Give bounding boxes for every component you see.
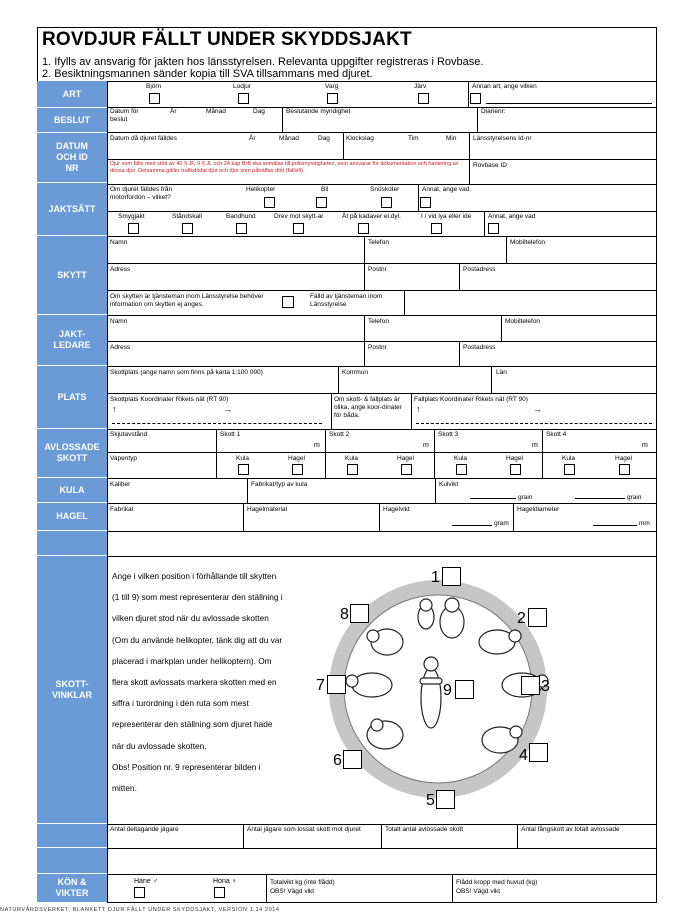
plats-lan-label: Län: [496, 369, 507, 376]
jaktsatt-helikopter-checkbox[interactable]: [264, 197, 275, 208]
position-number-4: 4: [519, 747, 528, 764]
plats-koord1-right-arrow: →: [223, 404, 232, 414]
rule: [459, 341, 460, 366]
datum-klockslag-label: Klockslag: [346, 135, 374, 142]
skytt-postnr-label: Postnr: [368, 266, 387, 273]
avlossade-vapentyp-label: Vapentyp: [110, 455, 137, 462]
art-checkbox-lodjur[interactable]: [238, 93, 249, 104]
rule: [243, 824, 244, 848]
bear-icon: [418, 599, 434, 629]
section-blank-3: [37, 848, 107, 874]
kula-grain-unit-1: grain: [518, 494, 533, 501]
datum-manad-label: Månad: [279, 135, 299, 142]
rule: [107, 341, 657, 342]
plats-koord1-label: Skottplats Koordinater Rikets nät (RT 90): [110, 396, 229, 403]
section-plats: PLATS: [37, 366, 107, 429]
section-beslut: BESLUT: [37, 108, 107, 133]
rule: [216, 429, 217, 478]
jaktledare-mobil-label: Mobiltelefon: [505, 318, 541, 325]
rule: [484, 211, 485, 236]
summary-fangskott-label: Antal fångskott av totalt avlossade: [521, 826, 620, 833]
art-checkbox-other[interactable]: [470, 93, 481, 104]
beslut-diarienr-label: Diarienr:: [481, 108, 506, 115]
position-number-9: 9: [443, 682, 452, 699]
kon-fladd-obs: OBS! Vägd vikt: [456, 888, 501, 895]
instruction-line: Ange i vilken position i förhållande till skytten: [112, 571, 277, 581]
avlossade-skott3-unit: m: [532, 442, 538, 449]
instruction-line: flera skott avlossats markera skotten med en: [112, 677, 277, 688]
avlossade-hagel3-label: Hagel: [506, 455, 523, 462]
rule: [501, 315, 502, 341]
rule: [107, 393, 657, 394]
skytt-namn-label: Namn: [110, 239, 128, 246]
art-other-label: Annan art, ange vilken: [472, 83, 537, 90]
art-label-varg: Varg: [325, 83, 339, 90]
instruction-line: när du avlossade skotten.: [112, 740, 207, 751]
beslut-datum-label: Datum för beslut: [110, 108, 139, 123]
kula-kulvikt-label: Kulvikt: [439, 481, 459, 488]
rule: [107, 452, 657, 453]
rule: [107, 556, 657, 557]
avlossade-skott2-unit: m: [423, 442, 429, 449]
rule: [107, 874, 657, 875]
summary-totalt-label: Totalt antal avlossade skott: [385, 826, 464, 833]
kula-kaliber-label: Kaliber: [110, 481, 131, 488]
rule: [107, 531, 657, 532]
avlossade-skott4-label: Skott 4: [546, 431, 567, 438]
rule: [381, 824, 382, 848]
section-kon: KÖN & VIKTER: [37, 874, 107, 903]
position-number-7: 7: [316, 677, 325, 694]
kon-fladd-label: Flådd kropp med huvud (kg): [456, 879, 538, 886]
position-number-6: 6: [333, 752, 342, 769]
datum-police-note: Djur som fälls med stöd av 40 § JF, 9 § JL och 24 kap BrB ska anmälas till polismyndigheten, som ansvarar för dokumentation och hantering av dessa djur. Detsamma gäller trafikdödat djur och djur som påträffas dött (fallvilt).: [110, 161, 459, 174]
rule: [107, 848, 657, 849]
rule: [364, 341, 365, 366]
rule: [107, 290, 657, 291]
jaktsatt-method-other-label: Annat, ange vad: [488, 213, 536, 220]
datum-rovbase-label: Rovbase ID: [473, 162, 507, 169]
rule: [282, 107, 283, 132]
avlossade-skjutavstand-label: Skjutavstånd: [110, 431, 148, 438]
rule: [364, 315, 365, 341]
jaktsatt-bandhund-checkbox[interactable]: [236, 223, 247, 234]
jaktsatt-lya-checkbox[interactable]: [431, 223, 442, 234]
position-number-2: 2: [517, 610, 526, 627]
avlossade-skott2-label: Skott 2: [329, 431, 350, 438]
page-title: ROVDJUR FÄLLT UNDER SKYDDSJAKT: [42, 29, 412, 50]
rule: [364, 236, 365, 263]
rule: [513, 503, 514, 531]
hagel-vikt-label: Hagelvikt: [383, 506, 410, 513]
position-box-7[interactable]: [327, 675, 346, 694]
jaktsatt-method-standskall: Ståndskall: [172, 213, 202, 220]
avlossade-skott1-label: Skott 1: [220, 431, 241, 438]
plats-skottplats-label: Skottplats (ange namn som finns på karta 1:100 000): [110, 369, 263, 376]
avlossade-hagel4-label: Hagel: [615, 455, 632, 462]
rule: [243, 503, 244, 531]
rule: [107, 263, 657, 264]
art-checkbox-bjorn[interactable]: [149, 93, 160, 104]
datum-label: Datum då djuret fälldes: [110, 135, 177, 142]
plats-olika-note: Om skott- & fallplats är olika, ange koor-dinater för båda.: [334, 396, 402, 419]
art-checkbox-jarv[interactable]: [418, 93, 429, 104]
jaktledare-telefon-label: Telefon: [368, 318, 389, 325]
jaktsatt-method-lya: I / vid lya eller ide: [421, 213, 472, 220]
jaktsatt-method-smygjakt: Smygjakt: [118, 213, 145, 220]
rule: [107, 503, 657, 504]
plats-koord2-up-arrow: ↑: [416, 404, 421, 414]
position-box-4[interactable]: [529, 743, 548, 762]
kon-totalvikt-label: Totalvikt kg (inte flådd): [270, 879, 335, 886]
avlossade-hagel2-checkbox[interactable]: [401, 464, 412, 475]
instruction-line: siffra i turordning i den ruta som mest: [112, 698, 249, 709]
avlossade-kula4-checkbox[interactable]: [564, 464, 575, 475]
section-skytt: SKYTT: [37, 236, 107, 315]
rule: [331, 393, 332, 429]
jaktledare-adress-label: Adress: [110, 344, 131, 351]
rule: [469, 132, 470, 184]
rule: [325, 429, 326, 478]
section-blank-2: [37, 824, 107, 848]
position-box-9[interactable]: [455, 680, 474, 699]
rule: [468, 81, 469, 107]
position-box-8[interactable]: [350, 604, 369, 623]
rule: [459, 263, 460, 290]
position-box-1[interactable]: [442, 567, 461, 586]
kon-totalvikt-obs: OBS! Vägd vikt: [270, 888, 315, 895]
avlossade-skott4-unit: m: [642, 442, 648, 449]
avlossade-kula2-label: Kula: [345, 455, 359, 462]
position-number-5: 5: [426, 792, 435, 809]
instruction-line: placerad i markplan under helikoptern). Om: [112, 655, 272, 666]
jaktsatt-method-kadaver: Åt på kadaver el.dyl.: [342, 213, 401, 220]
jaktsatt-motor-other-label: Annat, ange vad.: [422, 186, 472, 193]
summary-lossat-label: Antal jägare som lossat skott mot djuret: [247, 826, 361, 833]
avlossade-kula1-label: Kula: [236, 455, 250, 462]
skytt-tjansteman-checkbox[interactable]: [282, 296, 294, 308]
plats-kommun-label: Kommun: [342, 369, 369, 376]
instruction-2: 2. Besiktningsmannen sänder kopia till SVA tillsammans med djuret.: [42, 68, 373, 80]
rule: [338, 366, 339, 393]
datum-ar-label: År: [249, 135, 256, 142]
jaktsatt-smygjakt-checkbox[interactable]: [128, 223, 139, 234]
skytt-mobil-label: Mobiltelefon: [510, 239, 546, 246]
rule: [542, 429, 543, 478]
jaktsatt-kadaver-checkbox[interactable]: [358, 223, 369, 234]
hagel-gram-unit: gram: [494, 520, 509, 527]
art-other-line[interactable]: [486, 103, 652, 104]
jaktsatt-snoskoter-checkbox[interactable]: [381, 197, 392, 208]
rule: [411, 393, 412, 429]
skytt-postadress-label: Postadress: [463, 266, 496, 273]
rule: [107, 81, 108, 903]
rule: [107, 478, 657, 479]
jaktsatt-standskall-checkbox[interactable]: [182, 223, 193, 234]
section-art: ART: [37, 81, 107, 108]
rule: [491, 366, 492, 393]
kula-kulvikt-line-1[interactable]: [470, 498, 516, 499]
plats-koord2-digits[interactable]: [416, 423, 652, 424]
rule: [107, 236, 657, 237]
footer: NATURVÅRDSVERKET, BLANKETT DJUR FÄLLT UNDER SKYDDSJAKT, VERSION 1.14 2014: [0, 907, 280, 913]
jaktsatt-method-bandhund: Bandhund: [226, 213, 256, 220]
section-jaktledare: JAKT-LEDARE: [37, 315, 107, 366]
jaktledare-namn-label: Namn: [110, 318, 128, 325]
section-blank-1: [37, 531, 107, 556]
hagel-mm-unit: mm: [639, 520, 650, 527]
hagel-diameter-line[interactable]: [593, 525, 637, 526]
position-box-3[interactable]: [521, 676, 540, 695]
kon-hona-checkbox[interactable]: [214, 887, 225, 898]
rule: [517, 824, 518, 848]
jaktsatt-drev-checkbox[interactable]: [293, 223, 304, 234]
rule: [379, 503, 380, 531]
avlossade-kula3-checkbox[interactable]: [456, 464, 467, 475]
rule: [107, 429, 657, 430]
beslut-dag-label: Dag: [253, 108, 265, 115]
skytt-tjansteman-label: Fälld av tjänsteman inom Länsstyrelse: [310, 293, 383, 308]
kon-hane-checkbox[interactable]: [134, 887, 145, 898]
section-skottvinklar: SKOTT-VINKLAR: [37, 556, 107, 824]
rule: [107, 211, 657, 212]
jaktsatt-method-drev: Drev mot skytt-ar: [274, 213, 324, 220]
hagel-diameter-label: Hageldiameter: [517, 506, 560, 513]
jaktsatt-helikopter-label: Helikopter: [246, 186, 276, 193]
hagel-fabrikat-label: Fabrikat: [110, 506, 134, 513]
rule: [107, 159, 657, 160]
instruction-line: mitten.: [112, 783, 137, 794]
rule: [435, 478, 436, 503]
skytt-adress-label: Adress: [110, 266, 131, 273]
rule: [107, 824, 657, 825]
instruction-line: vilken djuret stod när du avlossade skotten: [112, 613, 269, 624]
position-number-8: 8: [340, 606, 349, 623]
section-jaktsatt: JAKTSÄTT: [37, 183, 107, 236]
jaktledare-postnr-label: Postnr: [368, 344, 387, 351]
plats-koord2-label: Fallplats Koordinater Rikets nät (RT 90): [414, 396, 528, 403]
plats-koord1-digits[interactable]: [112, 423, 322, 424]
jaktsatt-bil-checkbox[interactable]: [316, 197, 327, 208]
rule: [107, 107, 657, 108]
beslut-manad-label: Månad: [206, 108, 226, 115]
rule: [506, 236, 507, 263]
datum-tim-label: Tim: [408, 135, 419, 142]
position-number-3: 3: [541, 678, 550, 695]
position-number-1: 1: [431, 569, 440, 586]
skytt-telefon-label: Telefon: [368, 239, 389, 246]
avlossade-hagel2-label: Hagel: [397, 455, 414, 462]
rule: [404, 290, 405, 315]
jaktsatt-motor-other-checkbox[interactable]: [420, 197, 431, 208]
jaktsatt-bil-label: Bil: [321, 186, 329, 193]
rule: [452, 874, 453, 903]
section-datum: DATUM OCH ID NR: [37, 133, 107, 183]
datum-lst-id-label: Länsstyrelsens Id-nr: [473, 135, 532, 142]
jaktsatt-method-other-checkbox[interactable]: [488, 223, 499, 234]
rule: [266, 874, 267, 903]
avlossade-kula1-checkbox[interactable]: [238, 464, 249, 475]
rule: [107, 184, 657, 185]
skottvinklar-instructions: [112, 566, 312, 799]
avlossade-skott3-label: Skott 3: [438, 431, 459, 438]
rule: [107, 315, 657, 316]
rule: [364, 263, 365, 290]
kula-fabrikat-label: Fabrikat/typ av kula: [251, 481, 308, 488]
skytt-tjansteman-question: Om skytten är tjänsteman inom Länsstyrelse behöver information om skytten ej anges.: [110, 293, 264, 308]
art-label-bjorn: Björn: [146, 83, 162, 90]
hagel-material-label: Hagelmaterial: [247, 506, 288, 513]
kon-hona-label: Hona ♀: [213, 878, 237, 885]
jaktledare-postadress-label: Postadress: [463, 344, 496, 351]
rule: [107, 366, 657, 367]
position-box-5[interactable]: [436, 790, 455, 809]
avlossade-kula2-checkbox[interactable]: [347, 464, 358, 475]
instruction-line: (1 till 9) som mest representerar den ställning i: [112, 592, 283, 603]
position-box-2[interactable]: [528, 608, 547, 627]
plats-koord2-right-arrow: →: [533, 404, 542, 414]
summary-deltagande-label: Antal deltagande jägare: [110, 826, 179, 833]
avlossade-kula3-label: Kula: [454, 455, 468, 462]
position-box-6[interactable]: [343, 750, 362, 769]
avlossade-hagel1-checkbox[interactable]: [292, 464, 303, 475]
instruction-line: (Om du använde helikopter, tänk dig att du var: [112, 634, 283, 645]
instruction-line: representerar den ställning som djuret hade: [112, 719, 273, 730]
jaktsatt-snoskoter-label: Snöskoter: [370, 186, 400, 193]
rule: [107, 132, 657, 133]
kon-hane-label: Hane ♂: [134, 878, 158, 885]
rule: [343, 132, 344, 159]
section-kula: KULA: [37, 478, 107, 503]
rule: [247, 478, 248, 503]
kula-kulvikt-line-2[interactable]: [575, 498, 625, 499]
datum-dag-label: Dag: [318, 135, 330, 142]
art-checkbox-varg[interactable]: [327, 93, 338, 104]
rule: [434, 429, 435, 478]
beslut-myndighet-label: Beslutande myndighet: [286, 108, 351, 115]
avlossade-kula4-label: Kula: [562, 455, 576, 462]
datum-min-label: Min: [446, 135, 457, 142]
section-hagel: HAGEL: [37, 503, 107, 531]
avlossade-hagel1-label: Hagel: [288, 455, 305, 462]
avlossade-hagel3-checkbox[interactable]: [510, 464, 521, 475]
rule: [477, 107, 478, 132]
section-avlossade: AVLOSSADE SKOTT: [37, 429, 107, 478]
instruction-1: 1. Ifylls av ansvarig för jakten hos länsstyrelsen. Relevanta uppgifter registreras i Rovbase.: [42, 56, 484, 68]
art-label-lodjur: Lodjur: [233, 83, 252, 90]
rule: [418, 184, 419, 211]
hagel-vikt-line[interactable]: [452, 525, 492, 526]
plats-koord1-up-arrow: ↑: [112, 404, 117, 414]
avlossade-hagel4-checkbox[interactable]: [619, 464, 630, 475]
beslut-ar-label: År: [170, 108, 177, 115]
art-label-jarv: Järv: [414, 83, 427, 90]
rule: [107, 81, 657, 82]
jaktsatt-motor-question: Om djuret fälldes från motorfordon – vilket?: [110, 186, 173, 201]
instruction-line: Obs! Position nr. 9 representerar bilden i: [112, 761, 261, 772]
kula-grain-unit-2: grain: [627, 494, 642, 501]
avlossade-skott1-unit: m: [314, 442, 320, 449]
